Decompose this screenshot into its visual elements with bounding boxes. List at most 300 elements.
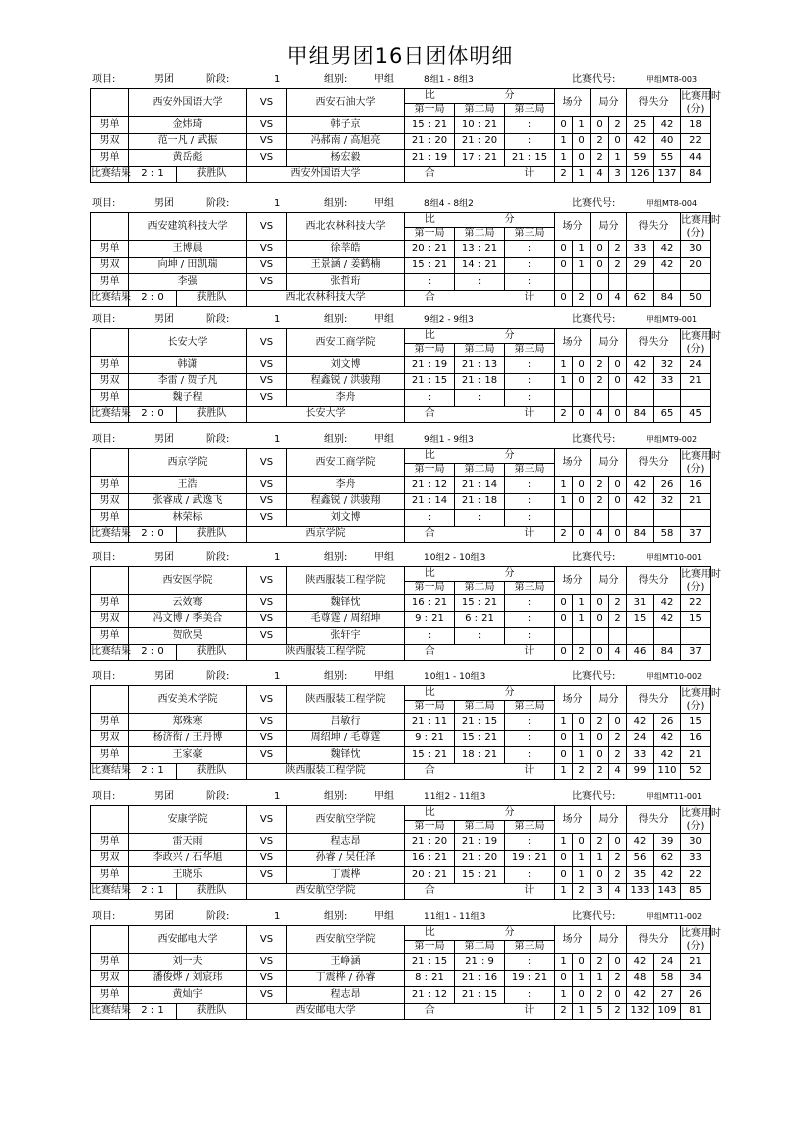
team-score: 2 : 1 bbox=[129, 166, 177, 183]
total-match-points-a: 1 bbox=[555, 883, 573, 900]
game2-score: 21 : 13 bbox=[455, 357, 505, 374]
vs-label: VS bbox=[247, 390, 287, 407]
vs-label: VS bbox=[247, 357, 287, 374]
team-score: 2 : 0 bbox=[129, 526, 177, 543]
game1-header: 第一局 bbox=[405, 464, 455, 477]
group-value: 甲组 bbox=[374, 671, 394, 682]
header-row bbox=[91, 686, 711, 701]
total-match-points-b: 1 bbox=[573, 166, 591, 183]
points-won: 33 bbox=[627, 241, 654, 258]
points-won: 42 bbox=[627, 493, 654, 510]
vs-label: VS bbox=[247, 449, 287, 477]
result-row bbox=[91, 644, 711, 661]
vs-label: VS bbox=[247, 954, 287, 971]
games-b bbox=[609, 628, 627, 645]
code-label: 比赛代号: bbox=[572, 791, 616, 802]
player-b: 程志昂 bbox=[287, 987, 405, 1004]
player-b: 孙睿 / 吴任泽 bbox=[287, 850, 405, 867]
total-match-points-a: 0 bbox=[555, 644, 573, 661]
winner-team: 长安大学 bbox=[247, 406, 405, 423]
duration: 30 bbox=[681, 241, 711, 258]
vs-label: VS bbox=[247, 89, 287, 117]
total-points-won: 133 bbox=[627, 883, 654, 900]
game3-score: : bbox=[505, 834, 555, 851]
total-games-b: 4 bbox=[609, 290, 627, 307]
duration-header-line2: (分) bbox=[686, 581, 705, 593]
total-match-points-a: 2 bbox=[555, 406, 573, 423]
points-lost bbox=[654, 510, 681, 527]
total-points-won: 62 bbox=[627, 290, 654, 307]
group-label: 组别: bbox=[324, 314, 348, 325]
match-points-a: 0 bbox=[555, 867, 573, 884]
duration-header-line2: (分) bbox=[686, 103, 705, 115]
score-header-fen: 分 bbox=[505, 806, 555, 821]
team-score: 2 : 0 bbox=[129, 644, 177, 661]
match-points-b: 0 bbox=[573, 357, 591, 374]
match-code: 甲组MT9-001 bbox=[646, 315, 698, 324]
header-row bbox=[91, 806, 711, 821]
match-code: 甲组MT10-001 bbox=[646, 553, 703, 562]
game1-score: 15 : 21 bbox=[405, 117, 455, 134]
game2-score: 17 : 21 bbox=[455, 150, 505, 167]
game3-score: : bbox=[505, 133, 555, 150]
player-a: 云效骞 bbox=[129, 595, 247, 612]
group-value: 甲组 bbox=[374, 314, 394, 325]
match-header bbox=[90, 790, 710, 804]
header-row bbox=[91, 89, 711, 104]
game2-header: 第二局 bbox=[455, 701, 505, 714]
player-b: 程志昂 bbox=[287, 834, 405, 851]
player-a: 李强 bbox=[129, 274, 247, 291]
player-b: 魏铎忱 bbox=[287, 595, 405, 612]
points-lost: 33 bbox=[654, 373, 681, 390]
team-score: 2 : 1 bbox=[129, 763, 177, 780]
duration bbox=[681, 628, 711, 645]
match-points-a: 0 bbox=[555, 970, 573, 987]
match-points-a bbox=[555, 274, 573, 291]
game2-score: 14 : 21 bbox=[455, 257, 505, 274]
group-label: 组别: bbox=[324, 791, 348, 802]
total-match-points-b: 2 bbox=[573, 290, 591, 307]
points-lost: 42 bbox=[654, 747, 681, 764]
group-label: 组别: bbox=[324, 74, 348, 85]
group-value: 甲组 bbox=[374, 434, 394, 445]
match-block bbox=[90, 551, 721, 661]
team-score: 2 : 1 bbox=[129, 883, 177, 900]
duration bbox=[681, 274, 711, 291]
points-header: 得失分 bbox=[627, 89, 681, 117]
match-header bbox=[90, 433, 710, 447]
points-won: 48 bbox=[627, 970, 654, 987]
duration: 24 bbox=[681, 357, 711, 374]
duration-header-line1: 比赛用时 bbox=[681, 214, 721, 226]
vs-label: VS bbox=[247, 493, 287, 510]
match-block bbox=[90, 197, 721, 307]
total-match-points-b: 2 bbox=[573, 883, 591, 900]
game2-score: 15 : 21 bbox=[455, 595, 505, 612]
header-row bbox=[91, 329, 711, 344]
header-row bbox=[91, 449, 711, 464]
games-b: 2 bbox=[609, 257, 627, 274]
points-lost: 26 bbox=[654, 714, 681, 731]
player-b: 李舟 bbox=[287, 390, 405, 407]
result-row bbox=[91, 1003, 711, 1020]
points-won bbox=[627, 628, 654, 645]
table-row bbox=[91, 730, 711, 747]
match-points-b: 0 bbox=[573, 493, 591, 510]
games-a: 2 bbox=[591, 834, 609, 851]
duration: 34 bbox=[681, 970, 711, 987]
total-label-he: 合 bbox=[405, 526, 455, 543]
match-points-header: 场分 bbox=[555, 329, 591, 357]
match-header bbox=[90, 73, 710, 87]
duration-header bbox=[681, 567, 721, 595]
game1-score: 21 : 12 bbox=[405, 987, 455, 1004]
row-type: 男单 bbox=[91, 628, 129, 645]
group-value: 甲组 bbox=[374, 911, 394, 922]
score-header-bi: 比 bbox=[405, 567, 455, 582]
vs-label: VS bbox=[247, 133, 287, 150]
games-a bbox=[591, 274, 609, 291]
game3-score: : bbox=[505, 628, 555, 645]
group-label: 组别: bbox=[324, 671, 348, 682]
points-lost: 24 bbox=[654, 954, 681, 971]
total-points-won: 132 bbox=[627, 1003, 654, 1020]
player-a: 李政兴 / 石华旭 bbox=[129, 850, 247, 867]
total-duration: 45 bbox=[681, 406, 711, 423]
game3-score: : bbox=[505, 954, 555, 971]
game3-score: : bbox=[505, 611, 555, 628]
match-table bbox=[90, 566, 721, 661]
player-a: 王晓乐 bbox=[129, 867, 247, 884]
points-lost: 32 bbox=[654, 357, 681, 374]
duration: 16 bbox=[681, 730, 711, 747]
table-row bbox=[91, 747, 711, 764]
game3-score: : bbox=[505, 274, 555, 291]
games-b: 0 bbox=[609, 987, 627, 1004]
project-label: 项目: bbox=[92, 74, 116, 85]
match-code: 甲组MT9-002 bbox=[646, 435, 698, 444]
duration-header bbox=[681, 89, 721, 117]
project-label: 项目: bbox=[92, 314, 116, 325]
game1-header: 第一局 bbox=[405, 821, 455, 834]
match-points-b bbox=[573, 390, 591, 407]
game1-header: 第一局 bbox=[405, 228, 455, 241]
game3-score: : bbox=[505, 117, 555, 134]
project-label: 项目: bbox=[92, 198, 116, 209]
table-row bbox=[91, 714, 711, 731]
game3-score: : bbox=[505, 747, 555, 764]
game1-score: 9 : 21 bbox=[405, 611, 455, 628]
games-b: 0 bbox=[609, 477, 627, 494]
duration: 22 bbox=[681, 867, 711, 884]
total-games-a: 0 bbox=[591, 290, 609, 307]
match-points-a: 0 bbox=[555, 730, 573, 747]
player-a: 贺欣昊 bbox=[129, 628, 247, 645]
project-label: 项目: bbox=[92, 434, 116, 445]
code-label: 比赛代号: bbox=[572, 434, 616, 445]
result-label: 比赛结果 bbox=[91, 644, 129, 661]
vs-label: VS bbox=[247, 730, 287, 747]
table-row bbox=[91, 970, 711, 987]
round-value: 11组1 - 11组3 bbox=[424, 912, 486, 922]
points-won: 42 bbox=[627, 373, 654, 390]
table-row bbox=[91, 850, 711, 867]
duration-header-line2: (分) bbox=[686, 227, 705, 239]
duration-header bbox=[681, 806, 721, 834]
match-points-b bbox=[573, 628, 591, 645]
vs-label: VS bbox=[247, 274, 287, 291]
game3-score: : bbox=[505, 493, 555, 510]
row-type: 男单 bbox=[91, 241, 129, 258]
game3-score: : bbox=[505, 714, 555, 731]
winner-label: 获胜队 bbox=[177, 883, 247, 900]
table-row bbox=[91, 274, 711, 291]
row-type: 男单 bbox=[91, 117, 129, 134]
points-lost: 42 bbox=[654, 595, 681, 612]
game1-score: 21 : 20 bbox=[405, 133, 455, 150]
table-row bbox=[91, 493, 711, 510]
match-table bbox=[90, 805, 721, 900]
game1-score: 21 : 19 bbox=[405, 357, 455, 374]
points-lost: 42 bbox=[654, 117, 681, 134]
event-value: 男团 bbox=[154, 434, 174, 445]
score-header-bi: 比 bbox=[405, 926, 455, 941]
games-b: 2 bbox=[609, 850, 627, 867]
team-a: 西京学院 bbox=[129, 449, 247, 477]
match-code: 甲组MT11-002 bbox=[646, 912, 703, 921]
event-value: 男团 bbox=[154, 791, 174, 802]
vs-label: VS bbox=[247, 806, 287, 834]
vs-label: VS bbox=[247, 714, 287, 731]
match-points-b: 1 bbox=[573, 611, 591, 628]
match-points-b: 1 bbox=[573, 730, 591, 747]
winner-label: 获胜队 bbox=[177, 406, 247, 423]
games-b: 2 bbox=[609, 241, 627, 258]
match-header bbox=[90, 551, 710, 565]
duration-header-line2: (分) bbox=[686, 820, 705, 832]
game2-score: 21 : 18 bbox=[455, 493, 505, 510]
player-b: 程鑫锐 / 洪骏翔 bbox=[287, 373, 405, 390]
total-label-ji: 计 bbox=[505, 290, 555, 307]
points-lost: 32 bbox=[654, 493, 681, 510]
game2-score: 21 : 15 bbox=[455, 714, 505, 731]
table-row bbox=[91, 373, 711, 390]
points-lost: 58 bbox=[654, 970, 681, 987]
score-header-bi: 比 bbox=[405, 686, 455, 701]
game2-score: 21 : 20 bbox=[455, 133, 505, 150]
vs-label: VS bbox=[247, 747, 287, 764]
points-header: 得失分 bbox=[627, 213, 681, 241]
game1-score: 21 : 14 bbox=[405, 493, 455, 510]
winner-team: 陕西服装工程学院 bbox=[247, 644, 405, 661]
game3-score: : bbox=[505, 373, 555, 390]
total-match-points-b: 2 bbox=[573, 644, 591, 661]
points-won: 42 bbox=[627, 477, 654, 494]
match-points-b: 1 bbox=[573, 970, 591, 987]
row-type: 男单 bbox=[91, 477, 129, 494]
game1-header: 第一局 bbox=[405, 701, 455, 714]
duration: 21 bbox=[681, 747, 711, 764]
event-value: 男团 bbox=[154, 314, 174, 325]
games-a: 2 bbox=[591, 133, 609, 150]
match-table bbox=[90, 925, 721, 1020]
game2-score: 21 : 14 bbox=[455, 477, 505, 494]
row-type: 男单 bbox=[91, 150, 129, 167]
total-label-ji: 计 bbox=[505, 166, 555, 183]
total-label-he: 合 bbox=[405, 1003, 455, 1020]
total-match-points-a: 2 bbox=[555, 1003, 573, 1020]
match-points-b: 0 bbox=[573, 150, 591, 167]
row-type: 男单 bbox=[91, 390, 129, 407]
duration-header-line2: (分) bbox=[686, 700, 705, 712]
game1-score: 9 : 21 bbox=[405, 730, 455, 747]
score-header-bi: 比 bbox=[405, 449, 455, 464]
match-points-a: 1 bbox=[555, 477, 573, 494]
game3-score: 19 : 21 bbox=[505, 850, 555, 867]
total-label-he: 合 bbox=[405, 644, 455, 661]
total-points-lost: 84 bbox=[654, 644, 681, 661]
total-label-he: 合 bbox=[405, 290, 455, 307]
games-b: 0 bbox=[609, 493, 627, 510]
row-type: 男双 bbox=[91, 493, 129, 510]
match-header bbox=[90, 313, 710, 327]
total-points-lost: 84 bbox=[654, 290, 681, 307]
points-won bbox=[627, 510, 654, 527]
score-header-fen: 分 bbox=[505, 449, 555, 464]
game2-score: 21 : 15 bbox=[455, 987, 505, 1004]
match-points-a: 0 bbox=[555, 747, 573, 764]
player-b: 杨宏毅 bbox=[287, 150, 405, 167]
table-row bbox=[91, 241, 711, 258]
stage-value: 1 bbox=[274, 434, 281, 445]
winner-team: 西安邮电大学 bbox=[247, 1003, 405, 1020]
match-header bbox=[90, 197, 710, 211]
games-a: 0 bbox=[591, 730, 609, 747]
result-label: 比赛结果 bbox=[91, 526, 129, 543]
match-points-header: 场分 bbox=[555, 449, 591, 477]
match-block bbox=[90, 73, 721, 183]
group-label: 组别: bbox=[324, 911, 348, 922]
vs-label: VS bbox=[247, 867, 287, 884]
game1-header: 第一局 bbox=[405, 104, 455, 117]
winner-label: 获胜队 bbox=[177, 290, 247, 307]
match-points-b: 1 bbox=[573, 117, 591, 134]
code-label: 比赛代号: bbox=[572, 74, 616, 85]
game2-score: : bbox=[455, 274, 505, 291]
score-header-fen: 分 bbox=[505, 686, 555, 701]
game1-score: 8 : 21 bbox=[405, 970, 455, 987]
code-label: 比赛代号: bbox=[572, 314, 616, 325]
result-label: 比赛结果 bbox=[91, 166, 129, 183]
stage-value: 1 bbox=[274, 198, 281, 209]
duration-header bbox=[681, 329, 721, 357]
total-points-won: 46 bbox=[627, 644, 654, 661]
game1-score: 21 : 15 bbox=[405, 373, 455, 390]
total-points-lost: 143 bbox=[654, 883, 681, 900]
match-points-a bbox=[555, 510, 573, 527]
stage-value: 1 bbox=[274, 552, 281, 563]
team-b: 陕西服装工程学院 bbox=[287, 686, 405, 714]
total-match-points-b: 0 bbox=[573, 526, 591, 543]
row-type: 男单 bbox=[91, 357, 129, 374]
points-won: 42 bbox=[627, 987, 654, 1004]
duration: 15 bbox=[681, 714, 711, 731]
match-points-a: 1 bbox=[555, 954, 573, 971]
table-row bbox=[91, 510, 711, 527]
match-header bbox=[90, 910, 710, 924]
duration-header-line2: (分) bbox=[686, 463, 705, 475]
duration-header-line1: 比赛用时 bbox=[681, 807, 721, 819]
match-points-a bbox=[555, 628, 573, 645]
games-header: 局分 bbox=[591, 89, 627, 117]
match-code: 甲组MT11-001 bbox=[646, 792, 703, 801]
games-header: 局分 bbox=[591, 806, 627, 834]
player-b: 张轩宇 bbox=[287, 628, 405, 645]
table-row bbox=[91, 150, 711, 167]
total-duration: 37 bbox=[681, 644, 711, 661]
group-value: 甲组 bbox=[374, 198, 394, 209]
result-row bbox=[91, 763, 711, 780]
game2-score: 21 : 16 bbox=[455, 970, 505, 987]
row-type: 男单 bbox=[91, 510, 129, 527]
duration: 20 bbox=[681, 257, 711, 274]
stage-label: 阶段: bbox=[206, 791, 230, 802]
points-won bbox=[627, 390, 654, 407]
game1-score: 15 : 21 bbox=[405, 747, 455, 764]
total-label-he: 合 bbox=[405, 883, 455, 900]
duration bbox=[681, 510, 711, 527]
games-a: 2 bbox=[591, 987, 609, 1004]
points-lost: 42 bbox=[654, 730, 681, 747]
table-row bbox=[91, 611, 711, 628]
duration-header bbox=[681, 926, 721, 954]
match-points-a: 1 bbox=[555, 373, 573, 390]
row-type: 男单 bbox=[91, 747, 129, 764]
total-points-lost: 137 bbox=[654, 166, 681, 183]
match-table bbox=[90, 88, 721, 183]
total-match-points-a: 2 bbox=[555, 166, 573, 183]
total-duration: 84 bbox=[681, 166, 711, 183]
games-header: 局分 bbox=[591, 329, 627, 357]
points-lost: 42 bbox=[654, 241, 681, 258]
total-games-b: 0 bbox=[609, 406, 627, 423]
total-points-won: 84 bbox=[627, 406, 654, 423]
player-a: 刘一夫 bbox=[129, 954, 247, 971]
header-row bbox=[91, 926, 711, 941]
score-header-bi: 比 bbox=[405, 213, 455, 228]
games-b: 2 bbox=[609, 970, 627, 987]
result-row bbox=[91, 883, 711, 900]
match-points-b: 0 bbox=[573, 373, 591, 390]
game2-score: : bbox=[455, 510, 505, 527]
total-label-he: 合 bbox=[405, 763, 455, 780]
total-match-points-b: 2 bbox=[573, 763, 591, 780]
game1-score: 16 : 21 bbox=[405, 595, 455, 612]
player-b: 王峥涵 bbox=[287, 954, 405, 971]
duration: 44 bbox=[681, 150, 711, 167]
vs-label: VS bbox=[247, 970, 287, 987]
total-label-ji: 计 bbox=[505, 406, 555, 423]
match-code: 甲组MT8-004 bbox=[646, 199, 698, 208]
total-games-b: 2 bbox=[609, 1003, 627, 1020]
match-block bbox=[90, 910, 721, 1020]
games-a: 2 bbox=[591, 150, 609, 167]
group-value: 甲组 bbox=[374, 791, 394, 802]
event-value: 男团 bbox=[154, 74, 174, 85]
match-points-a: 1 bbox=[555, 834, 573, 851]
total-label-he: 合 bbox=[405, 166, 455, 183]
